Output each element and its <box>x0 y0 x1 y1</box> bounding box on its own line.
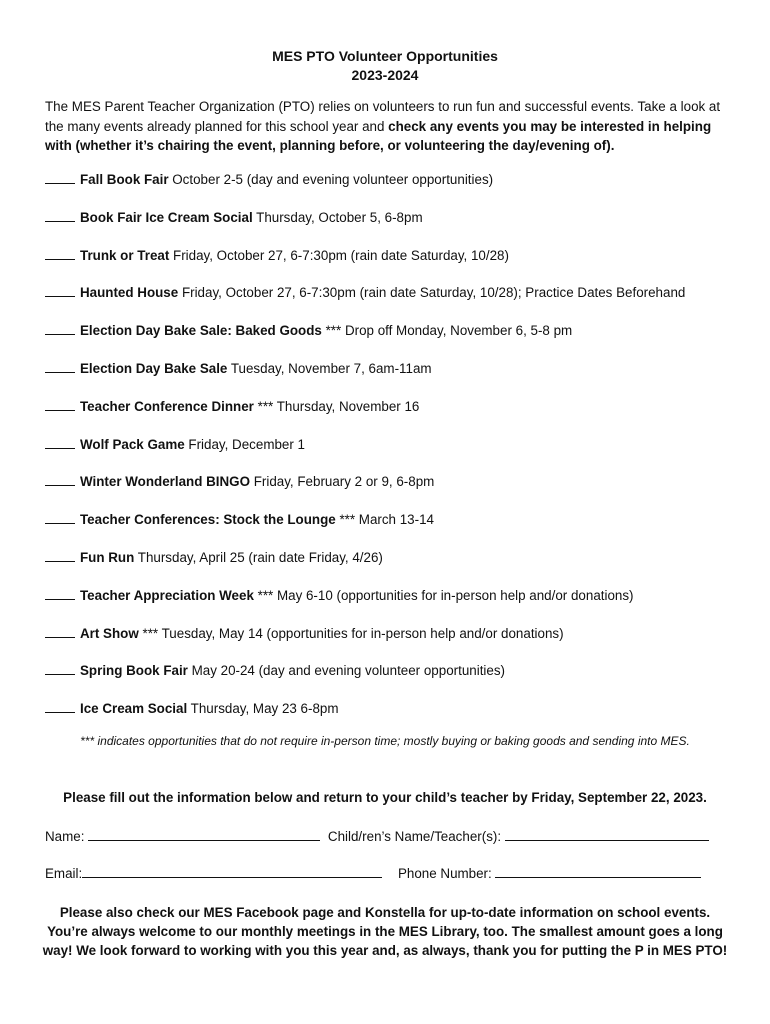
event-item <box>45 586 735 624</box>
event-details: Thursday, October 5, 6-8pm <box>252 209 423 225</box>
event-item <box>45 510 735 548</box>
phone-label: Phone Number: <box>397 866 492 881</box>
event-item <box>45 699 735 737</box>
event-details: Friday, October 27, 6-7:30pm (rain date Saturday, 10/28); Practice Dates Beforehand <box>178 285 686 301</box>
event-item <box>45 548 735 586</box>
event-name: Election Day Bake Sale <box>80 360 228 376</box>
event-item <box>45 170 735 208</box>
event-name: Haunted House <box>80 285 179 301</box>
event-item <box>45 397 735 435</box>
asterisk-note: *** indicates opportunities that do not require in-person time; mostly buying or baking goods and sending into MES. <box>80 734 690 748</box>
event-name: Fun Run <box>80 549 135 565</box>
event-details: May 20-24 (day and evening volunteer opportunities) <box>187 663 505 679</box>
event-checkbox-line[interactable] <box>45 472 75 486</box>
email-label: Email: <box>45 866 83 881</box>
event-checkbox-line[interactable] <box>45 397 75 411</box>
event-details: October 2-5 (day and evening volunteer opportunities) <box>168 172 494 187</box>
event-name: Winter Wonderland BINGO <box>80 474 250 490</box>
event-checkbox-line[interactable] <box>45 510 75 524</box>
email-row <box>45 865 735 881</box>
event-name: Fall Book Fair <box>80 172 169 187</box>
event-details: *** March 13-14 <box>335 512 434 528</box>
intro-paragraph <box>45 97 725 156</box>
event-details: Friday, February 2 or 9, 6-8pm <box>250 474 435 490</box>
event-name: Art Show <box>80 625 139 641</box>
document-header <box>0 47 770 85</box>
event-name: Teacher Appreciation Week <box>80 587 254 603</box>
children-label: Child/ren’s Name/Teacher(s): <box>327 829 502 844</box>
event-item <box>45 283 735 321</box>
intro-bold-text: check any events you may be interested in helping with (whether it’s chairing the event, planning before, or volunteering the day/evening of). <box>45 118 712 153</box>
event-name: Ice Cream Social <box>80 701 188 717</box>
document-title: MES PTO Volunteer Opportunities <box>272 48 498 64</box>
event-checkbox-line[interactable] <box>45 208 75 222</box>
event-item <box>45 624 735 662</box>
event-checkbox-line[interactable] <box>45 246 75 260</box>
closing-paragraph: Please also check our MES Facebook page and Konstella for up-to-date information on school events. You’re always welcome to our monthly meetings in the MES Library, too. The smallest amount goes a long way! We look forward to working with you this year and, as always, thank you for putting the P in MES PTO! <box>42 905 728 958</box>
event-item <box>45 472 735 510</box>
event-details: Tuesday, November 7, 6am-11am <box>227 360 432 376</box>
event-details: Thursday, April 25 (rain date Friday, 4/26) <box>134 549 383 565</box>
event-name: Spring Book Fair <box>80 663 188 679</box>
event-name: Trunk or Treat <box>80 247 170 263</box>
event-details: Thursday, May 23 6-8pm <box>187 701 339 717</box>
event-item <box>45 208 735 246</box>
name-row <box>45 828 735 844</box>
event-checkbox-line[interactable] <box>45 661 75 675</box>
event-list <box>45 170 735 737</box>
event-checkbox-line[interactable] <box>45 321 75 335</box>
children-field[interactable] <box>505 828 709 841</box>
event-details: *** Drop off Monday, November 6, 5-8 pm <box>321 323 573 339</box>
event-item <box>45 321 735 359</box>
event-details: Friday, October 27, 6-7:30pm (rain date Saturday, 10/28) <box>169 247 509 263</box>
event-item <box>45 246 735 284</box>
event-name: Wolf Pack Game <box>80 436 185 452</box>
event-details: *** Thursday, November 16 <box>253 398 420 414</box>
event-item <box>45 435 735 473</box>
event-name: Teacher Conference Dinner <box>80 398 254 414</box>
event-checkbox-line[interactable] <box>45 548 75 562</box>
event-name: Book Fair Ice Cream Social <box>80 209 253 225</box>
event-details: Friday, December 1 <box>184 436 305 452</box>
event-checkbox-line[interactable] <box>45 586 75 600</box>
return-instructions: Please fill out the information below and return to your child’s teacher by Friday, September 22, 2023. <box>63 790 707 805</box>
event-name: Teacher Conferences: Stock the Lounge <box>80 512 336 528</box>
event-checkbox-line[interactable] <box>45 435 75 449</box>
event-checkbox-line[interactable] <box>45 283 75 297</box>
event-item <box>45 359 735 397</box>
event-details: *** Tuesday, May 14 (opportunities for in-person help and/or donations) <box>138 625 564 641</box>
intro-text: The MES Parent Teacher Organization (PTO) relies on volunteers to run fun and successful events. Take a look at the many events already planned for this school year and <box>45 99 721 134</box>
event-name: Election Day Bake Sale: Baked Goods <box>80 323 322 339</box>
event-item <box>45 661 735 699</box>
event-checkbox-line[interactable] <box>45 359 75 373</box>
phone-field[interactable] <box>495 865 701 878</box>
event-checkbox-line[interactable] <box>45 170 75 184</box>
name-label: Name: <box>45 829 85 844</box>
event-checkbox-line[interactable] <box>45 699 75 713</box>
event-details: *** May 6-10 (opportunities for in-person help and/or donations) <box>253 587 634 603</box>
school-year: 2023-2024 <box>351 67 419 83</box>
email-field[interactable] <box>82 865 382 878</box>
name-field[interactable] <box>88 828 320 841</box>
event-checkbox-line[interactable] <box>45 624 75 638</box>
